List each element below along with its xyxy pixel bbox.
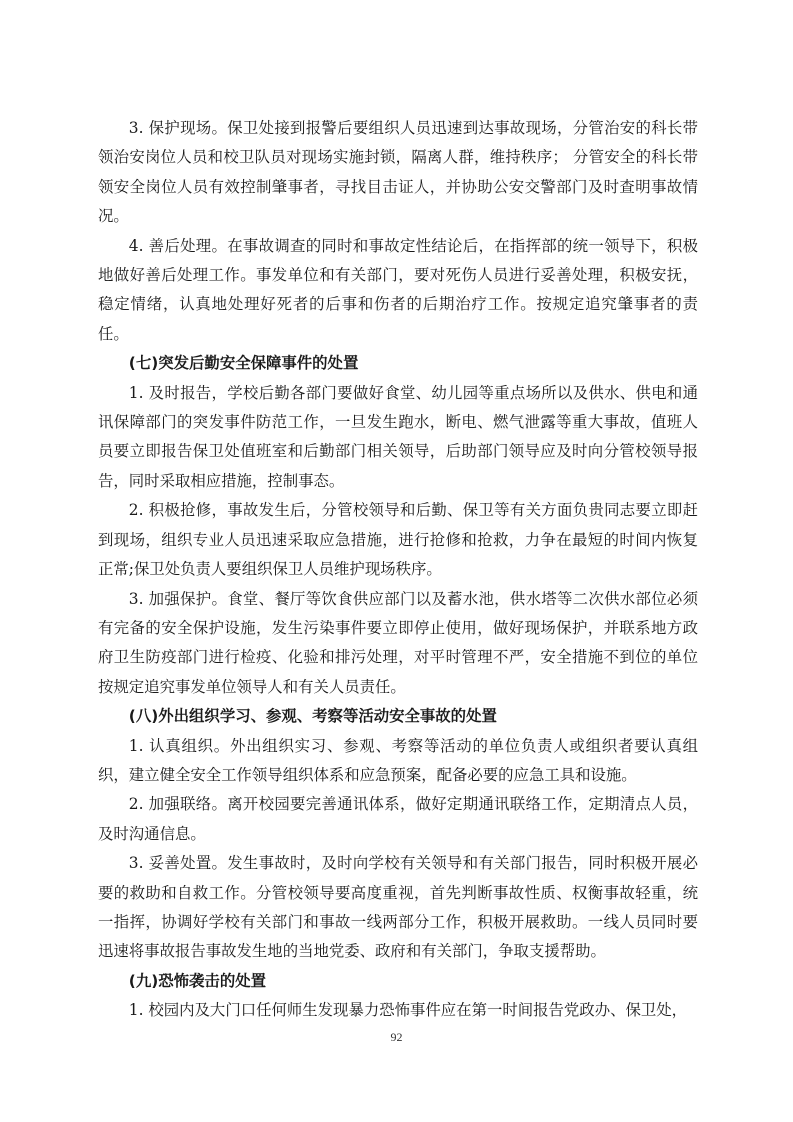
section-heading-terror: (九)恐怖袭击的处置	[128, 971, 266, 990]
paragraph-aftermath: 4. 善后处理。在事故调查的同时和事故定性结论后，在指挥部的统一领导下，积极地做好善后处理工作。事发单位和有关部门，要对死伤人员进行妥善处理，积极安抚，稳定情绪，认真地处理好死者的后事和伤者的后期治疗工作。按规定追究肇事者的责任。	[98, 236, 698, 343]
paragraph-protect-scene: 3. 保护现场。保卫处接到报警后要组织人员迅速到达事故现场，分管治安的科长带领治安岗位人员和校卫队员对现场实施封锁，隔离人群，维持秩序； 分管安全的科长带领安全岗位人员有效控制肇事者，寻找目击证人，并协助公安交警部门及时查明事故情况。	[98, 119, 698, 226]
paragraph-organize: 1. 认真组织。外出组织实习、参观、考察等活动的单位负责人或组织者要认真组织，建立健全安全工作领导组织体系和应急预案，配备必要的应急工具和设施。	[98, 736, 698, 784]
paragraph-repair: 2. 积极抢修，事故发生后，分管校领导和后勤、保卫等有关方面负贵同志要立即赶到现场，组织专业人员迅速采取应急措施，进行抢修和抢救，力争在最短的时间内恢复正常;保卫处负责人要组织保卫人员维护现场秩序。	[98, 501, 698, 579]
section-heading-outing: (八)外出组织学习、参观、考察等活动安全事故的处置	[128, 707, 497, 726]
paragraph-protection: 3. 加强保护。食堂、餐厅等饮食供应部门以及蓄水池，供水塔等二次供水部位必须有完备的安全保护设施，发生污染事件要立即停止使用，做好现场保护，并联系地方政府卫生防疫部门进行检疫、化验和排污处理，对平时管理不严，安全措施不到位的单位按规定追究事发单位领导人和有关人员责任。	[98, 589, 698, 696]
paragraph-communication: 2. 加强联络。离开校园要完善通讯体系，做好定期通讯联络工作，定期清点人员，及时沟通信息。	[98, 795, 698, 843]
paragraph-timely-report: 1. 及时报告，学校后勤各部门要做好食堂、幼儿园等重点场所以及供水、供电和通讯保障部门的突发事件防范工作，一旦发生跑水，断电、燃气泄露等重大事故，值班人员要立即报告保卫处值班室和后勤部门相关领导，后助部门领导应及时向分管校领导报告，同时采取相应措施，控制事态。	[98, 383, 698, 490]
paragraph-terror-report: 1. 校园内及大门口任何师生发现暴力恐怖事件应在第一时间报告党政办、保卫处，	[128, 1001, 688, 1020]
page-number: 92	[390, 1030, 403, 1044]
section-heading-logistics: (七)突发后勤安全保障事件的处置	[128, 354, 359, 373]
paragraph-handling: 3. 妥善处置。发生事故时，及时向学校有关领导和有关部门报告，同时积极开展必要的救助和自救工作。分管校领导要高度重视，首先判断事故性质、权衡事故轻重，统一指挥，协调好学校有关部门和事故一线两部分工作，积极开展救助。一线人员同时要迅速将事故报告事故发生地的当地党委、政府和有关部门，争取支援帮助。	[98, 854, 698, 961]
document-body	[98, 114, 698, 1026]
